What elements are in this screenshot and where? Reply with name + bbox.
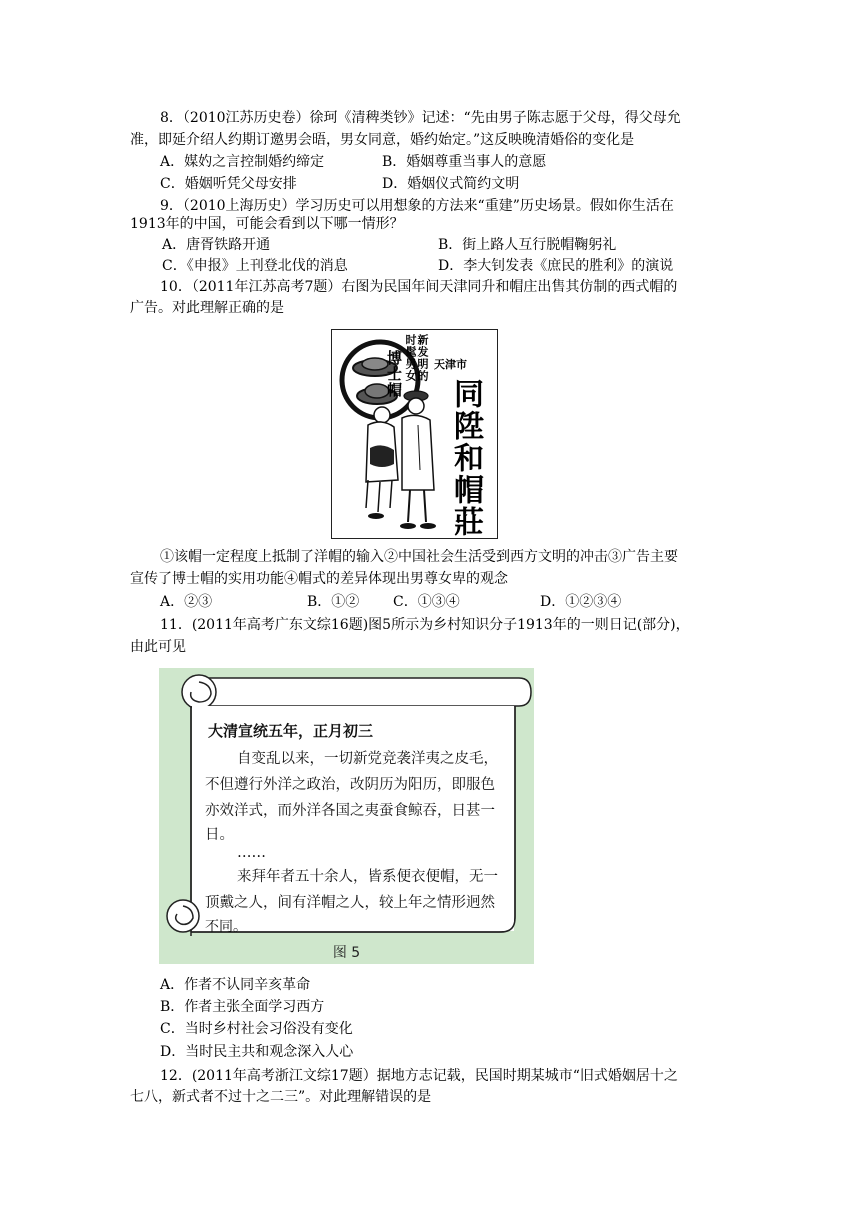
diary-line-6: 顶戴之人，间有洋帽之人，较上年之情形迥然 (205, 895, 495, 911)
figure-caption: 图 5 (332, 945, 361, 961)
diary-line-1: 自变乱以来，一切新党竞袭洋夷之皮毛， (237, 751, 498, 767)
q9-stem-line1: 9．（2010上海历史）学习历史可以用想象的方法来“重建”历史场景。假如你生活在 (160, 198, 674, 214)
q10-statement-line1: ①该帽一定程度上抵制了洋帽的输入②中国社会生活受到西方文明的冲击③广告主要 (160, 549, 678, 565)
q11-option-a: A．作者不认同辛亥革命 (160, 977, 311, 993)
hat-ad-slogan-2: 时髦男女 (404, 334, 417, 382)
q8-option-a: A．媒妁之言控制婚约缔定 (160, 154, 325, 170)
q8-option-b: B．婚姻尊重当事人的意愿 (382, 154, 547, 170)
q9-option-b: B．街上路人互行脱帽鞠躬礼 (438, 237, 617, 253)
diary-line-5: 来拜年者五十余人，皆系便衣便帽，无一 (237, 869, 498, 885)
diary-line-7: 不同。 (205, 919, 247, 935)
q10-option-b: B．①② (307, 594, 360, 610)
q9-option-d: D．李大钊发表《庶民的胜利》的演说 (438, 258, 674, 274)
diary-line-2: 不但遵行外洋之政治，改阴历为阳历，即服色 (205, 777, 495, 793)
q9-stem-line2: 1913年的中国，可能会看到以下哪一情形？ (130, 216, 404, 232)
hat-ad-slogan-1: 新发明的 (416, 334, 429, 382)
hat-ad-city: 天津市 (434, 358, 467, 371)
q11-option-c: C．当时乡村社会习俗没有变化 (160, 1021, 353, 1037)
diary-date-heading: 大清宣统五年，正月初三 (208, 722, 374, 740)
q11-option-b: B．作者主张全面学习西方 (160, 999, 325, 1015)
diary-line-4: 日。 (205, 827, 234, 843)
q10-statement-line2: 宣传了博士帽的实用功能④帽式的差异体现出男尊女卑的观念 (130, 571, 508, 587)
q8-stem-line1: 8．（2010江苏历史卷）徐珂《清稗类钞》记述：“先由男子陈志愿于父母，得父母允 (160, 110, 681, 126)
q8-stem-line2: 准，即延介绍人约期订邀男会晤，男女同意，婚约始定。”这反映晚清婚俗的变化是 (130, 132, 635, 148)
q10-stem-line2: 广告。对此理解正确的是 (130, 300, 284, 316)
q8-option-d: D．婚姻仪式简约文明 (382, 176, 520, 192)
q11-stem-line1: 11．(2011年高考广东文综16题)图5所示为乡村知识分子1913年的一则日记(部分)， (160, 617, 690, 633)
diary-line-3: 亦效洋式，而外洋各国之夷蚕食鲸吞，日甚一 (205, 803, 495, 819)
hat-advertisement-image (331, 329, 498, 539)
hat-ad-brand: 同陞和帽莊 (448, 378, 483, 538)
q10-option-a: A．②③ (160, 594, 213, 610)
q11-stem-line2: 由此可见 (130, 639, 186, 655)
q11-option-d: D．当时民主共和观念深入人心 (160, 1044, 354, 1060)
q9-option-a: A．唐胥铁路开通 (162, 237, 271, 253)
hat-ad-product-name: 博士帽 (385, 350, 403, 398)
q9-option-c: C．《申报》上刊登北伐的消息 (162, 258, 348, 274)
q12-stem-line1: 12．(2011年高考浙江文综17题）据地方志记载，民国时期某城市“旧式婚姻居十之 (160, 1068, 678, 1084)
q10-option-d: D．①②③④ (540, 594, 622, 610)
q10-stem-line1: 10．（2011年江苏高考7题）右图为民国年间天津同升和帽庄出售其仿制的西式帽的 (160, 279, 678, 295)
q10-option-c: C．①③④ (393, 594, 460, 610)
figure-5-diary-scroll (159, 668, 534, 964)
q12-stem-line2: 七八，新式者不过十之二三”。对此理解错误的是 (130, 1089, 432, 1105)
q8-option-c: C．婚姻听凭父母安排 (160, 176, 297, 192)
diary-ellipsis: …… (237, 845, 266, 861)
